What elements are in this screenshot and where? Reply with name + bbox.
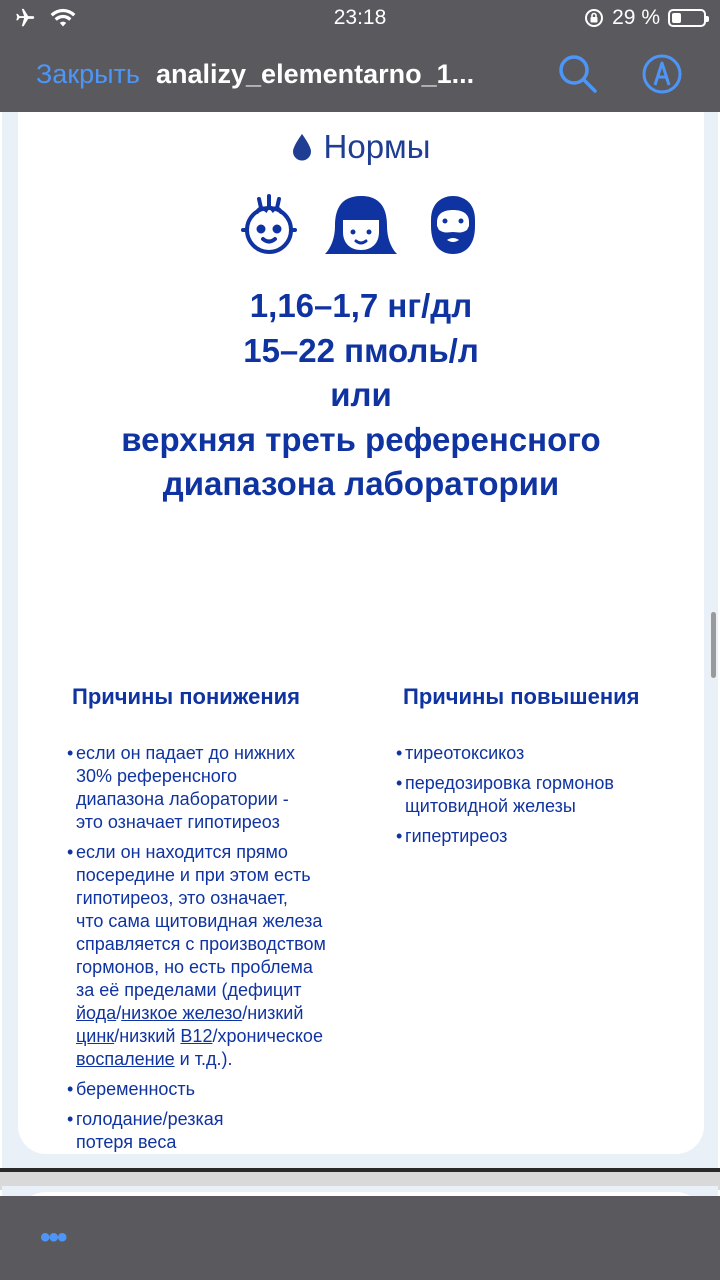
list-item: • беременность (68, 1078, 378, 1101)
list-item: • тиреотоксикоз (397, 742, 687, 765)
document-title: analizy_elementarno_1... (156, 58, 475, 89)
link-inflammation[interactable]: воспаление (76, 1049, 175, 1069)
list-item: • голодание/резкая потеря веса (68, 1108, 378, 1154)
norm-line-pmol: 15–22 пмоль/л (243, 331, 479, 369)
list-item: • передозировка гормонов щитовидной железы (397, 772, 687, 818)
decrease-title: Причины понижения (72, 684, 300, 709)
norm-line-ref1: верхняя треть референсного (121, 420, 601, 458)
next-pdf-page (2, 1186, 718, 1196)
airplane-icon (14, 7, 36, 29)
status-right (584, 6, 706, 30)
woman-face-icon (321, 192, 401, 258)
battery-level (672, 13, 681, 23)
norm-values (18, 284, 704, 507)
content-card (18, 112, 704, 1154)
link-b12[interactable]: B12 (180, 1026, 213, 1046)
norms-heading (18, 128, 704, 166)
norm-line-or: или (330, 376, 392, 413)
norm-line-ref2: диапазона лаборатории (162, 465, 560, 502)
increase-list (397, 742, 687, 855)
link-low-iron[interactable]: низкое железо (121, 1003, 243, 1023)
nav-bar (0, 36, 720, 112)
scrollbar-thumb[interactable] (711, 612, 716, 678)
status-left (14, 7, 76, 29)
status-time: 23:18 (333, 6, 387, 29)
faces-row (18, 192, 704, 258)
increase-title: Причины повышения (403, 684, 640, 709)
norm-line-ng: 1,16–1,7 нг/дл (249, 287, 473, 324)
pdf-page (2, 112, 718, 1168)
list-item: • если он находится прямо посередине и при этом есть гипотиреоз, это означает, что сама щитовидная железа справляется с производством гормонов, но есть проблема за её пределами (дефицит йода/низкое железо/низкий цинк/низкий B12/хроническое воспаление и т.д.). (68, 841, 378, 1071)
orientation-lock-icon (584, 8, 604, 28)
battery-icon (668, 9, 706, 27)
link-iodine[interactable]: йода (76, 1003, 117, 1023)
list-item: • гипертиреоз (397, 825, 687, 848)
wifi-icon (50, 8, 76, 28)
bottom-toolbar (0, 1196, 720, 1280)
status-bar (0, 0, 720, 36)
search-icon[interactable] (556, 52, 600, 96)
link-zinc[interactable]: цинк (76, 1026, 115, 1046)
battery-percent: 29 % (612, 6, 660, 29)
child-face-icon (239, 192, 299, 258)
norms-title: Нормы (323, 128, 431, 165)
document-viewer[interactable] (0, 112, 720, 1196)
more-options-button[interactable]: ••• (40, 1221, 66, 1254)
decrease-list (68, 742, 378, 1161)
close-button[interactable]: Закрыть (36, 58, 140, 89)
drop-icon (292, 133, 312, 161)
man-face-icon (423, 192, 483, 258)
list-item: • если он падает до нижних 30% референсного диапазона лаборатории - это означает гипотиреоз (68, 742, 378, 834)
markup-pen-icon[interactable] (640, 52, 684, 96)
